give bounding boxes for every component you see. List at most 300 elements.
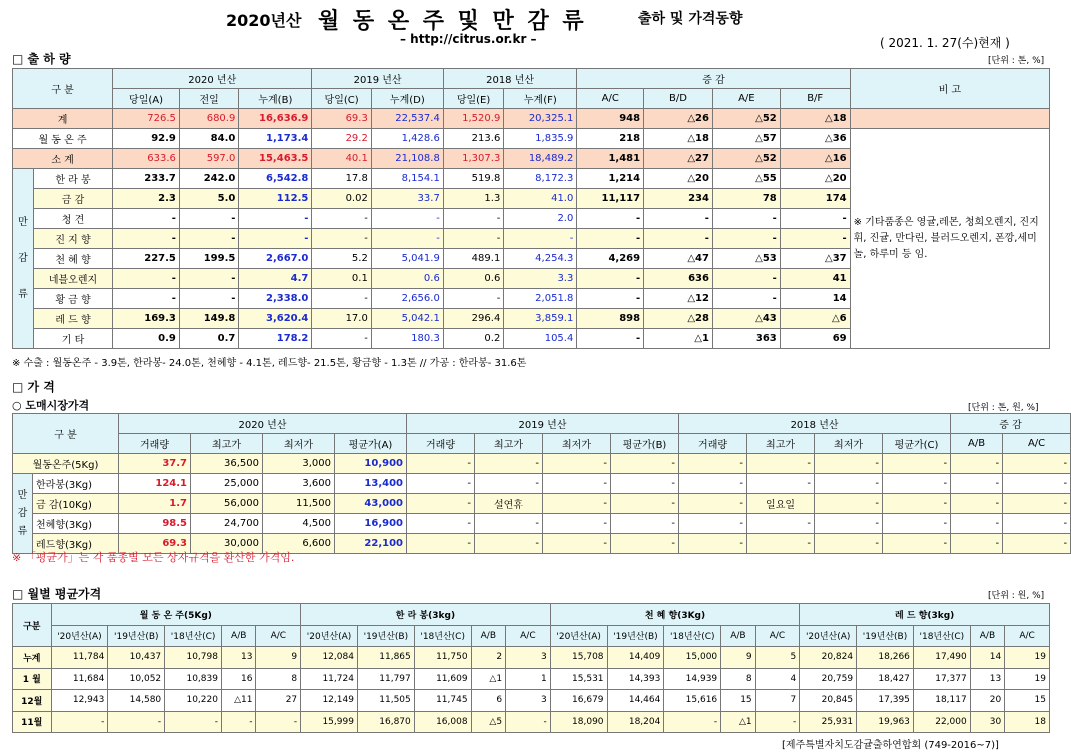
value-cell: △1 <box>721 711 755 733</box>
header-col: 거래량 <box>679 434 747 454</box>
value-cell: △20 <box>780 169 850 189</box>
header-col: '19년산(B) <box>857 625 914 647</box>
value-cell: 15,708 <box>550 647 607 669</box>
value-cell: - <box>543 494 611 514</box>
value-cell: - <box>747 474 815 494</box>
value-cell: 11,684 <box>51 668 108 690</box>
value-cell: △16 <box>780 149 850 169</box>
header-group: 레 드 향(3kg) <box>800 604 1050 626</box>
value-cell: 14,580 <box>108 690 165 712</box>
header-col: A/B <box>471 625 505 647</box>
value-cell: △55 <box>712 169 780 189</box>
value-cell: △47 <box>644 249 713 269</box>
price-row <box>13 474 1071 494</box>
monthly-row <box>13 690 1050 712</box>
value-cell: 2.0 <box>504 209 577 229</box>
value-cell: 2,051.8 <box>504 289 577 309</box>
value-cell: - <box>1003 454 1071 474</box>
value-cell: - <box>611 454 679 474</box>
value-cell: - <box>504 229 577 249</box>
value-cell: - <box>951 514 1003 534</box>
value-cell: 16 <box>221 668 255 690</box>
value-cell: - <box>543 454 611 474</box>
value-cell: - <box>951 534 1003 554</box>
value-cell: 180.3 <box>371 329 443 349</box>
value-cell: - <box>679 454 747 474</box>
value-cell: △28 <box>644 309 713 329</box>
row-label: 금 감 <box>33 189 112 209</box>
value-cell: - <box>165 711 222 733</box>
value-cell: 98.5 <box>119 514 191 534</box>
value-cell: 12,943 <box>51 690 108 712</box>
value-cell: 8,172.3 <box>504 169 577 189</box>
value-cell: 15 <box>1005 690 1050 712</box>
value-cell: - <box>1003 514 1071 534</box>
header-col: 누계(F) <box>504 89 577 109</box>
header-col: A/B <box>951 434 1003 454</box>
value-cell: - <box>179 269 238 289</box>
value-cell: - <box>407 454 475 474</box>
header-col: 최저가 <box>815 434 883 454</box>
value-cell: 14 <box>780 289 850 309</box>
row-label: 네블오렌지 <box>33 269 112 289</box>
value-cell: 22,537.4 <box>371 109 443 129</box>
value-cell: - <box>755 711 800 733</box>
value-cell: 363 <box>712 329 780 349</box>
value-cell: 17,490 <box>913 647 970 669</box>
value-cell: 15,999 <box>301 711 358 733</box>
value-cell: 69.3 <box>312 109 371 129</box>
value-cell: 1,835.9 <box>504 129 577 149</box>
row-label: 황 금 향 <box>33 289 112 309</box>
value-cell: - <box>712 209 780 229</box>
value-cell: 2.3 <box>113 189 180 209</box>
value-cell: - <box>611 534 679 554</box>
value-cell: 14,409 <box>607 647 664 669</box>
header-col: '19년산(B) <box>607 625 664 647</box>
header-col: A/B <box>221 625 255 647</box>
value-cell: 2 <box>471 647 505 669</box>
value-cell: - <box>443 289 504 309</box>
value-cell: - <box>577 289 644 309</box>
value-cell: 948 <box>577 109 644 129</box>
value-cell: 149.8 <box>179 309 238 329</box>
value-cell: - <box>312 209 371 229</box>
value-cell: △18 <box>780 109 850 129</box>
value-cell: 10,900 <box>335 454 407 474</box>
value-cell: 0.6 <box>371 269 443 289</box>
value-cell: - <box>780 229 850 249</box>
value-cell: 10,220 <box>165 690 222 712</box>
header-col: A/C <box>577 89 644 109</box>
header-gubun: 구 분 <box>13 414 119 454</box>
value-cell: 18,117 <box>913 690 970 712</box>
value-cell: - <box>475 534 543 554</box>
row-label: 천혜향(3Kg) <box>33 514 119 534</box>
value-cell: △12 <box>644 289 713 309</box>
value-cell: △5 <box>471 711 505 733</box>
value-cell: 12,084 <box>301 647 358 669</box>
value-cell: 8,154.1 <box>371 169 443 189</box>
value-cell: 20 <box>970 690 1004 712</box>
value-cell: - <box>371 209 443 229</box>
value-cell: 29.2 <box>312 129 371 149</box>
value-cell: 56,000 <box>191 494 263 514</box>
value-cell: 20,759 <box>800 668 857 690</box>
value-cell: 14,464 <box>607 690 664 712</box>
value-cell: 69.3 <box>119 534 191 554</box>
value-cell: 18,204 <box>607 711 664 733</box>
value-cell: 37.7 <box>119 454 191 474</box>
header-col: 당일(A) <box>113 89 180 109</box>
header-col: '18년산(C) <box>913 625 970 647</box>
value-cell: 설연휴 <box>475 494 543 514</box>
value-cell: - <box>747 454 815 474</box>
value-cell: 174 <box>780 189 850 209</box>
value-cell: - <box>664 711 721 733</box>
monthly-row <box>13 668 1050 690</box>
value-cell: - <box>679 534 747 554</box>
header-group-2020: 2020 년산 <box>113 69 312 89</box>
value-cell: 5,042.1 <box>371 309 443 329</box>
value-cell: △37 <box>780 249 850 269</box>
row-label: 12월 <box>13 690 52 712</box>
value-cell: 15,000 <box>664 647 721 669</box>
value-cell: 1,214 <box>577 169 644 189</box>
site-url[interactable]: – http://citrus.or.kr – <box>400 32 537 46</box>
value-cell: - <box>179 209 238 229</box>
row-label: 11월 <box>13 711 52 733</box>
value-cell: 14,939 <box>664 668 721 690</box>
value-cell: 17,395 <box>857 690 914 712</box>
value-cell: - <box>883 454 951 474</box>
row-label: 한라봉(3Kg) <box>33 474 119 494</box>
value-cell: 4.7 <box>239 269 312 289</box>
header-col: 최고가 <box>747 434 815 454</box>
row-label: 진 지 향 <box>33 229 112 249</box>
value-cell: 199.5 <box>179 249 238 269</box>
value-cell: - <box>679 494 747 514</box>
value-cell: 16,679 <box>550 690 607 712</box>
price-section-title: □ 가 격 <box>12 380 55 394</box>
header-col: A/C <box>1003 434 1071 454</box>
value-cell: 112.5 <box>239 189 312 209</box>
value-cell: - <box>113 229 180 249</box>
value-cell: 18,090 <box>550 711 607 733</box>
header-col: '19년산(B) <box>357 625 414 647</box>
value-cell: 14 <box>970 647 1004 669</box>
header-col: 거래량 <box>407 434 475 454</box>
value-cell: 0.02 <box>312 189 371 209</box>
value-cell: 519.8 <box>443 169 504 189</box>
header-remark: 비 고 <box>850 69 1049 109</box>
value-cell: 18,266 <box>857 647 914 669</box>
header-group-2018: 2018 년산 <box>679 414 951 434</box>
value-cell: 22,100 <box>335 534 407 554</box>
value-cell: - <box>179 289 238 309</box>
value-cell: 6,542.8 <box>239 169 312 189</box>
value-cell: 25,931 <box>800 711 857 733</box>
value-cell: 22,000 <box>913 711 970 733</box>
value-cell: 242.0 <box>179 169 238 189</box>
value-cell: - <box>679 474 747 494</box>
header-col: 누계(D) <box>371 89 443 109</box>
value-cell: 2,338.0 <box>239 289 312 309</box>
value-cell: 17.0 <box>312 309 371 329</box>
value-cell: 11,784 <box>51 647 108 669</box>
value-cell: 18,489.2 <box>504 149 577 169</box>
value-cell: 0.1 <box>312 269 371 289</box>
value-cell: 24,700 <box>191 514 263 534</box>
value-cell: △6 <box>780 309 850 329</box>
value-cell: 10,052 <box>108 668 165 690</box>
value-cell: 33.7 <box>371 189 443 209</box>
header-col: '19년산(B) <box>108 625 165 647</box>
value-cell: - <box>543 514 611 534</box>
value-cell: 11,724 <box>301 668 358 690</box>
value-cell: - <box>312 229 371 249</box>
value-cell: 1,173.4 <box>239 129 312 149</box>
price-row <box>13 494 1071 514</box>
row-label: 월동온주(5Kg) <box>13 454 119 474</box>
value-cell: - <box>815 454 883 474</box>
value-cell: 16,900 <box>335 514 407 534</box>
value-cell: 43,000 <box>335 494 407 514</box>
value-cell: - <box>577 329 644 349</box>
value-cell: 636 <box>644 269 713 289</box>
value-cell: 19,963 <box>857 711 914 733</box>
row-label: 소 계 <box>13 149 113 169</box>
value-cell: 30 <box>970 711 1004 733</box>
value-cell: - <box>543 534 611 554</box>
shipment-unit: [단위 : 톤, %] <box>988 56 1045 66</box>
value-cell: 3.3 <box>504 269 577 289</box>
value-cell: 218 <box>577 129 644 149</box>
value-cell: 7 <box>755 690 800 712</box>
shipment-note: ※ 수출 : 월동온주 - 3.9톤, 한라봉- 24.0톤, 천혜향 - 4.1톤, 레드향- 21.5톤, 황금향 - 1.3톤 // 가공 : 한라봉- 31.6톤 <box>12 358 527 369</box>
header-group-2019: 2019 년산 <box>407 414 679 434</box>
wholesale-price-table <box>12 413 1071 554</box>
value-cell: - <box>815 474 883 494</box>
value-cell: △18 <box>644 129 713 149</box>
value-cell: 69 <box>780 329 850 349</box>
value-cell: 11,117 <box>577 189 644 209</box>
header-group: 월 동 온 주(5Kg) <box>51 604 301 626</box>
value-cell: - <box>883 534 951 554</box>
value-cell: - <box>407 514 475 534</box>
value-cell: 1.7 <box>119 494 191 514</box>
value-cell: 5,041.9 <box>371 249 443 269</box>
header-col: 최고가 <box>191 434 263 454</box>
value-cell: 13 <box>221 647 255 669</box>
value-cell: - <box>475 454 543 474</box>
value-cell: 21,108.8 <box>371 149 443 169</box>
remark-cell-top <box>850 109 1049 129</box>
header-group: 천 혜 향(3Kg) <box>550 604 800 626</box>
value-cell: 19 <box>1005 647 1050 669</box>
header-col: B/D <box>644 89 713 109</box>
value-cell: 15,616 <box>664 690 721 712</box>
header-col: 당일(C) <box>312 89 371 109</box>
value-cell: 10,437 <box>108 647 165 669</box>
header-col: 최고가 <box>475 434 543 454</box>
header-col: '20년산(A) <box>800 625 857 647</box>
value-cell: 4,500 <box>263 514 335 534</box>
value-cell: 78 <box>712 189 780 209</box>
value-cell: 898 <box>577 309 644 329</box>
header-col: 평균가(A) <box>335 434 407 454</box>
value-cell: - <box>113 209 180 229</box>
value-cell: 0.2 <box>443 329 504 349</box>
price-note: ※ 「평균가」는 각 품종별 모든 상자규격을 환산한 가격임. <box>12 551 295 564</box>
value-cell: 40.1 <box>312 149 371 169</box>
value-cell: - <box>1003 494 1071 514</box>
value-cell: - <box>312 289 371 309</box>
value-cell: - <box>951 474 1003 494</box>
value-cell: - <box>1003 534 1071 554</box>
header-gubun: 구분 <box>13 604 52 647</box>
value-cell: △43 <box>712 309 780 329</box>
header-col: '18년산(C) <box>414 625 471 647</box>
header-col: 평균가(B) <box>611 434 679 454</box>
value-cell: 234 <box>644 189 713 209</box>
row-label: 청 견 <box>33 209 112 229</box>
value-cell: 597.0 <box>179 149 238 169</box>
value-cell: 6 <box>471 690 505 712</box>
value-cell: 20,824 <box>800 647 857 669</box>
value-cell: - <box>815 494 883 514</box>
value-cell: 16,008 <box>414 711 471 733</box>
value-cell: 18,427 <box>857 668 914 690</box>
value-cell: 17,377 <box>913 668 970 690</box>
value-cell: 3,000 <box>263 454 335 474</box>
value-cell: 20,325.1 <box>504 109 577 129</box>
remark-cell: ※ 기타품종은 영귤,레몬, 청희오렌지, 진지휘, 진귤, 만다린, 블러드오렌지, 폰깡,세미놀, 하루미 등 임. <box>850 129 1049 349</box>
value-cell: △1 <box>644 329 713 349</box>
monthly-section-title: □ 월별 평균가격 <box>12 587 102 601</box>
value-cell: 3,600 <box>263 474 335 494</box>
value-cell: - <box>951 454 1003 474</box>
value-cell: 84.0 <box>179 129 238 149</box>
value-cell: - <box>577 269 644 289</box>
header-col: '20년산(A) <box>550 625 607 647</box>
value-cell: - <box>577 229 644 249</box>
value-cell: 16,636.9 <box>239 109 312 129</box>
row-label: 계 <box>13 109 113 129</box>
header-col: A/E <box>712 89 780 109</box>
value-cell: 3,620.4 <box>239 309 312 329</box>
value-cell: △36 <box>780 129 850 149</box>
value-cell: 4,254.3 <box>504 249 577 269</box>
value-cell: 30,000 <box>191 534 263 554</box>
value-cell: 9 <box>721 647 755 669</box>
header-col: A/B <box>970 625 1004 647</box>
value-cell: - <box>475 514 543 534</box>
mangamryu-side-label: 만 감 류 <box>13 169 34 349</box>
row-label: 한 라 봉 <box>33 169 112 189</box>
value-cell: 178.2 <box>239 329 312 349</box>
value-cell: 633.6 <box>113 149 180 169</box>
value-cell: 2,667.0 <box>239 249 312 269</box>
value-cell: 105.4 <box>504 329 577 349</box>
value-cell: 15,531 <box>550 668 607 690</box>
value-cell: 11,745 <box>414 690 471 712</box>
value-cell: 4 <box>755 668 800 690</box>
title-subtitle: 출하 및 가격동향 <box>638 11 743 27</box>
header-col: 거래량 <box>119 434 191 454</box>
value-cell: - <box>815 534 883 554</box>
value-cell: 92.9 <box>113 129 180 149</box>
value-cell: - <box>644 229 713 249</box>
value-cell: - <box>113 269 180 289</box>
value-cell: - <box>644 209 713 229</box>
header-group-change: 증 감 <box>577 69 850 89</box>
shipment-section-title: □ 출 하 량 <box>12 52 71 66</box>
value-cell: 489.1 <box>443 249 504 269</box>
value-cell: - <box>611 514 679 534</box>
value-cell: 0.9 <box>113 329 180 349</box>
value-cell: 41 <box>780 269 850 289</box>
value-cell: - <box>679 514 747 534</box>
value-cell: 27 <box>256 690 301 712</box>
mangamryu-side-label: 만 감 류 <box>13 474 33 554</box>
value-cell: 18 <box>1005 711 1050 733</box>
value-cell: - <box>883 474 951 494</box>
value-cell: - <box>747 534 815 554</box>
value-cell: 20,845 <box>800 690 857 712</box>
value-cell: - <box>712 229 780 249</box>
shipment-row <box>13 109 1050 129</box>
value-cell: - <box>407 534 475 554</box>
row-label: 레드향(3Kg) <box>33 534 119 554</box>
wholesale-subtitle: ○ 도매시장가격 <box>12 399 90 412</box>
value-cell: △53 <box>712 249 780 269</box>
value-cell: - <box>883 514 951 534</box>
header-col: '20년산(A) <box>301 625 358 647</box>
value-cell: - <box>883 494 951 514</box>
value-cell: - <box>780 209 850 229</box>
monthly-row <box>13 647 1050 669</box>
value-cell: - <box>475 474 543 494</box>
footer-organization: [제주특별자치도감귤출하연합회 (749-2016~7)] <box>782 740 999 751</box>
row-label: 금 감(10Kg) <box>33 494 119 514</box>
value-cell: 2,656.0 <box>371 289 443 309</box>
header-gubun: 구 분 <box>13 69 113 109</box>
value-cell: - <box>815 514 883 534</box>
value-cell: 11,505 <box>357 690 414 712</box>
row-label: 누계 <box>13 647 52 669</box>
value-cell: 5 <box>755 647 800 669</box>
header-col: '18년산(C) <box>165 625 222 647</box>
value-cell: 5.0 <box>179 189 238 209</box>
row-label: 기 타 <box>33 329 112 349</box>
value-cell: - <box>239 229 312 249</box>
value-cell: - <box>179 229 238 249</box>
value-cell: 17.8 <box>312 169 371 189</box>
value-cell: 213.6 <box>443 129 504 149</box>
header-col: 최저가 <box>263 434 335 454</box>
header-group-change: 증 감 <box>951 414 1071 434</box>
price-unit: [단위 : 톤, 원, %] <box>968 403 1039 413</box>
value-cell: △20 <box>644 169 713 189</box>
row-label: 1 월 <box>13 668 52 690</box>
value-cell: △57 <box>712 129 780 149</box>
value-cell: - <box>113 289 180 309</box>
value-cell: - <box>712 289 780 309</box>
value-cell: 124.1 <box>119 474 191 494</box>
value-cell: - <box>407 494 475 514</box>
value-cell: 3 <box>506 647 551 669</box>
